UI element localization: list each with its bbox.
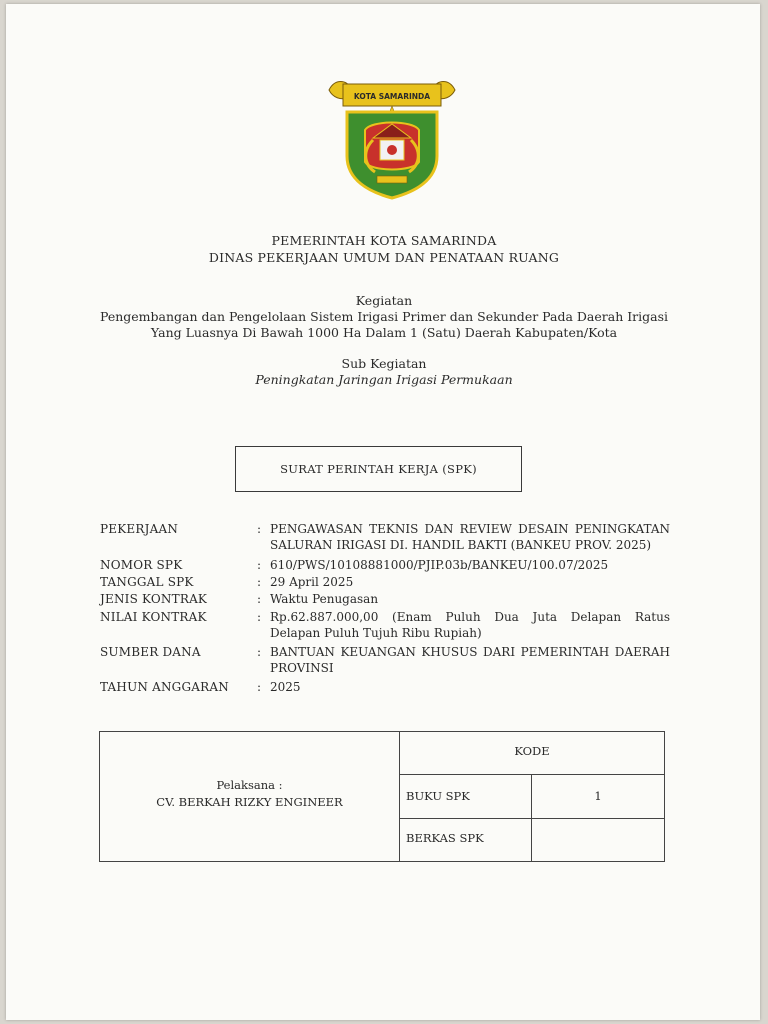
pekerjaan-value-line2: SALURAN IRIGASI DI. HANDIL BAKTI (BANKEU PROV. 2025) [270, 538, 652, 552]
table-divider [399, 774, 664, 775]
colon: : [257, 645, 262, 659]
sumber-dana-value-line1: BANTUAN KEUANGAN KHUSUS DARI PEMERINTAH DAERAH [270, 645, 670, 659]
buku-spk-value: 1 [594, 789, 602, 803]
sub-kegiatan-label: Sub Kegiatan [341, 356, 427, 371]
nilai-kontrak-value-line1: Rp.62.887.000,00 (Enam Puluh Dua Juta Delapan Ratus [270, 610, 670, 624]
kegiatan-line2: Yang Luasnya Di Bawah 1000 Ha Dalam 1 (Satu) Daerah Kabupaten/Kota [150, 325, 618, 340]
sumber-dana-label: SUMBER DANA [100, 645, 201, 659]
svg-text:KOTA SAMARINDA: KOTA SAMARINDA [353, 92, 431, 101]
kota-samarinda-emblem [325, 76, 459, 200]
colon: : [257, 558, 262, 572]
kode-table [99, 731, 665, 862]
jenis-kontrak-label: JENIS KONTRAK [100, 592, 208, 606]
kode-header: KODE [514, 744, 550, 758]
jenis-kontrak-value: Waktu Penugasan [270, 592, 379, 606]
tanggal-spk-value: 29 April 2025 [270, 575, 354, 589]
tahun-anggaran-value: 2025 [270, 680, 301, 694]
colon: : [257, 522, 262, 536]
header-department: DINAS PEKERJAAN UMUM DAN PENATAAN RUANG [208, 250, 560, 265]
pelaksana-label: Pelaksana : [216, 778, 283, 792]
header-government: PEMERINTAH KOTA SAMARINDA [271, 233, 497, 248]
colon: : [257, 610, 262, 624]
colon: : [257, 575, 262, 589]
sumber-dana-value-line2: PROVINSI [270, 661, 334, 675]
nilai-kontrak-label: NILAI KONTRAK [100, 610, 207, 624]
nilai-kontrak-value-line2: Delapan Puluh Tujuh Ribu Rupiah) [270, 626, 482, 640]
pekerjaan-value-line1: PENGAWASAN TEKNIS DAN REVIEW DESAIN PENINGKATAN [270, 522, 670, 536]
tahun-anggaran-label: TAHUN ANGGARAN [100, 680, 229, 694]
berkas-spk-label: BERKAS SPK [406, 831, 484, 845]
colon: : [257, 592, 262, 606]
nomor-spk-label: NOMOR SPK [100, 558, 183, 572]
nomor-spk-value: 610/PWS/10108881000/PJIP.03b/BANKEU/100.07/2025 [270, 558, 609, 572]
kegiatan-line1: Pengembangan dan Pengelolaan Sistem Irigasi Primer dan Sekunder Pada Daerah Irigasi [99, 309, 668, 324]
tanggal-spk-label: TANGGAL SPK [100, 575, 194, 589]
spk-title-box [235, 446, 522, 492]
pekerjaan-label: PEKERJAAN [100, 522, 179, 536]
sub-kegiatan-value: Peningkatan Jaringan Irigasi Permukaan [255, 372, 513, 387]
table-divider [399, 818, 664, 819]
spk-title: SURAT PERINTAH KERJA (SPK) [280, 462, 477, 476]
pelaksana-name: CV. BERKAH RIZKY ENGINEER [156, 795, 343, 809]
colon: : [257, 680, 262, 694]
kegiatan-label: Kegiatan [355, 293, 413, 308]
buku-spk-label: BUKU SPK [406, 789, 470, 803]
